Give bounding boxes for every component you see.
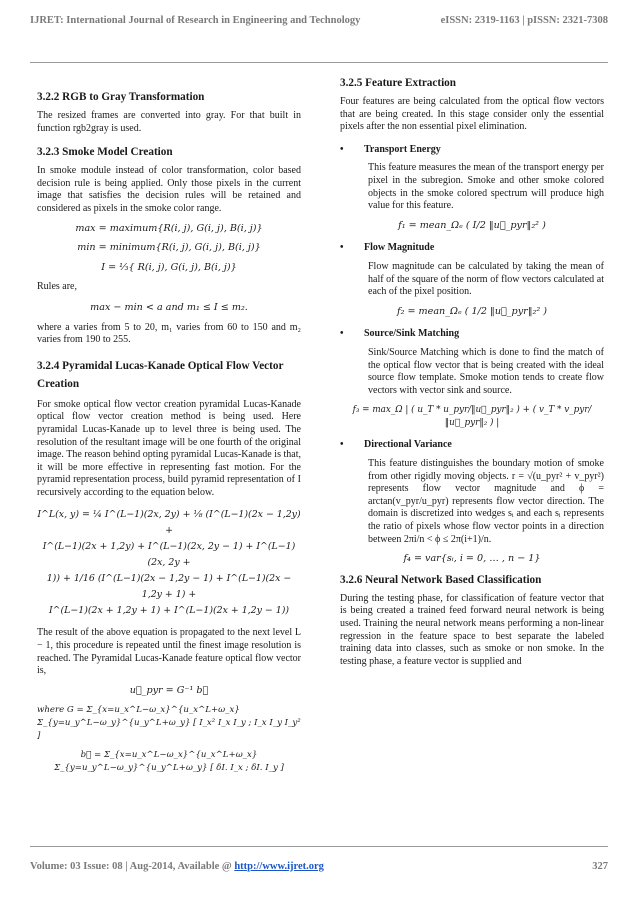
rules-label: Rules are,: [37, 281, 77, 293]
pyramid-after-text: The result of the above equation is propagated to the next level L − 1, this procedure is repeated until the finest image resolution is reached. The Pyramidal Lucas-Kanade feature optical flow vector is,: [37, 627, 301, 677]
section-3-2-5-text: Four features are being calculated from the optical flow vectors that are being created. In this stage consider only the essential pixels after the non essential pixel elimination.: [340, 96, 604, 133]
section-3-2-5-title: 3.2.5 Feature Extraction: [340, 77, 456, 89]
pyramid-equation-line-2: I^(L−1)(2x + 1,2y) + I^(L−1)(2x, 2y − 1) + I^(L−1)(2x, 2y +: [42, 541, 296, 569]
section-3-2-4-title: 3.2.4 Pyramidal Lucas-Kanade Optical Flow Vector Creation: [37, 359, 284, 390]
bullet-source-sink-matching: [340, 328, 604, 341]
flow-magnitude-text: Flow magnitude can be calculated by taking the mean of half of the square of the norm of flow vectors calculated at each of the pixel position.: [368, 260, 604, 298]
left-column: [37, 76, 301, 781]
section-3-2-4-text: For smoke optical flow vector creation pyramidal Lucas-Kanade optical flow vector creation method is being used. Here pyramidal Lucas-Kanade up to level three is being used. The resolution of the resultant image will be one fourth of the original image. The reason behind opting pyramidal Lucas-Kanade is that, it will be more effective in representing fast motion. For the pyramid representation process, build pyramid representation of I recursively according to the equation below.: [37, 398, 301, 498]
page-number: 327: [592, 860, 608, 872]
bullet-flow-magnitude: [340, 242, 604, 255]
equation-min: min = minimum{R(i, j), G(i, j), B(i, j)}: [77, 242, 261, 254]
equation-max: max = maximum{R(i, j), G(i, j), B(i, j)}: [75, 222, 263, 234]
bullet-dot-icon: •: [340, 143, 344, 155]
page-header: [30, 10, 608, 30]
equation-f4: f₄ = var{sᵢ, i = 0, … , n − 1}: [403, 553, 541, 565]
section-3-2-6-title: 3.2.6 Neural Network Based Classification: [340, 573, 542, 586]
bullet-title: Source/Sink Matching: [364, 328, 460, 340]
equation-f3: f₃ = max_Ω | ( u_T * u_pyr/‖u⃗_pyr‖₂ ) + ( v_T * v_pyr/‖u⃗_pyr‖₂ ) |: [352, 405, 592, 428]
equation-intensity: I = ⅓{ R(i, j), G(i, j), B(i, j)}: [101, 261, 237, 273]
page-footer: [30, 858, 608, 874]
equation-G: where G = Σ_{x=u_x^L−ω_x}^{u_x^L+ω_x} Σ_{y=u_y^L−ω_y}^{u_y^L+ω_y} [ I_x² I_x I_y ; I_x I_y I_y² ]: [37, 705, 301, 741]
bullet-title: Transport Energy: [364, 143, 441, 155]
rule-description: where a varies from 5 to 20, m₁ varies from 60 to 150 and m₂ varies from 190 to 255.: [37, 321, 301, 346]
footer-volume-text: Volume: 03 Issue: 08 | Aug-2014, Available @: [30, 860, 235, 872]
footer-divider: [30, 846, 608, 847]
footer-volume: [30, 861, 324, 872]
equation-rule: max − min < a and m₁ ≤ I ≤ m₂.: [90, 301, 248, 313]
equation-f1: f₁ = mean_Ωₑ ( I/2 ‖u⃗_pyr‖₂² ): [398, 219, 546, 231]
section-3-2-3-title: 3.2.3 Smoke Model Creation: [37, 146, 173, 159]
bullet-dot-icon: •: [340, 439, 344, 451]
pyramid-equation-line-3: 1)) + 1/16 (I^(L−1)(2x − 1,2y − 1) + I^(L−1)(2x − 1,2y + 1) +: [46, 573, 292, 601]
equation-b: b⃗ = Σ_{x=u_x^L−ω_x}^{u_x^L+ω_x} Σ_{y=u_y^L−ω_y}^{u_y^L+ω_y} [ δI. I_x ; δI. I_y ]: [54, 750, 284, 773]
bullet-directional-variance: [340, 439, 604, 452]
source-sink-text: Sink/Source Matching which is done to find the match of the optical flow vector that is being created with the ideal source flow template. Smoke motion tends to create flow vectors with vector sink and source.: [368, 346, 604, 396]
transport-energy-text: This feature measures the mean of the transport energy per pixel in the subregion. Smoke and other smoke colored objects in the smoke colored spectrum will produce high value for this feature.: [368, 162, 604, 212]
pyramid-equation-line-4: I^(L−1)(2x + 1,2y + 1) + I^(L−1)(2x + 1,2y − 1)): [48, 605, 290, 617]
bullet-dot-icon: •: [340, 328, 344, 340]
right-column: [340, 76, 604, 668]
bullet-transport-energy: [340, 144, 604, 157]
bullet-title: Flow Magnitude: [364, 242, 435, 254]
section-3-2-3-text: In smoke module instead of color transformation, color based decision rule is being applied. Only those pixels in the current image that satisfies the decision rules will be retained and considered as pixels in the smoke color range.: [37, 165, 301, 214]
pyramid-equation: [37, 507, 301, 619]
header-divider: [30, 62, 608, 63]
pyramid-equation-line-1: I^L(x, y) = ¼ I^(L−1)(2x, 2y) + ⅛ (I^(L−1)(2x − 1,2y) +: [37, 509, 301, 537]
journal-link[interactable]: http://www.ijret.org: [234, 860, 324, 872]
directional-variance-text: This feature distinguishes the boundary motion of smoke from other rigidly moving objects. r = √(u_pyr² + v_pyr²) represents flow vector magnitude and ϕ = arctan(v_pyr/u_pyr) represents flow vector direction. The domain is discretized into wedges sᵢ and each sᵢ represents the ratio of pixels whose flow vector points in a direction between 2πi/n < ϕ ≤ 2π(i+1)/n.: [368, 458, 604, 545]
section-3-2-6-text: During the testing phase, for classification of feature vector that is being created a trained feed forward neural network is being used. Training the neural network means performing a non-linear regression in the feature space to best separate the labeled training data into classes, such as smoke or non smoke. In the testing phase, a feature vector is supplied and: [340, 592, 604, 667]
bullet-dot-icon: •: [340, 242, 344, 254]
bullet-title: Directional Variance: [364, 439, 452, 451]
section-3-2-2-text: The resized frames are converted into gray. For that built in function rgb2gray is used.: [37, 110, 301, 134]
section-3-2-2-title: 3.2.2 RGB to Gray Transformation: [37, 91, 205, 103]
equation-flow-vector: u⃗_pyr = G⁻¹ b⃗: [129, 684, 209, 696]
equation-f2: f₂ = mean_Ωₑ ( 1/2 ‖u⃗_pyr‖₂² ): [397, 305, 547, 317]
journal-title: IJRET: International Journal of Research in Engineering and Technology: [30, 14, 361, 26]
issn-text: eISSN: 2319-1163 | pISSN: 2321-7308: [440, 14, 608, 26]
